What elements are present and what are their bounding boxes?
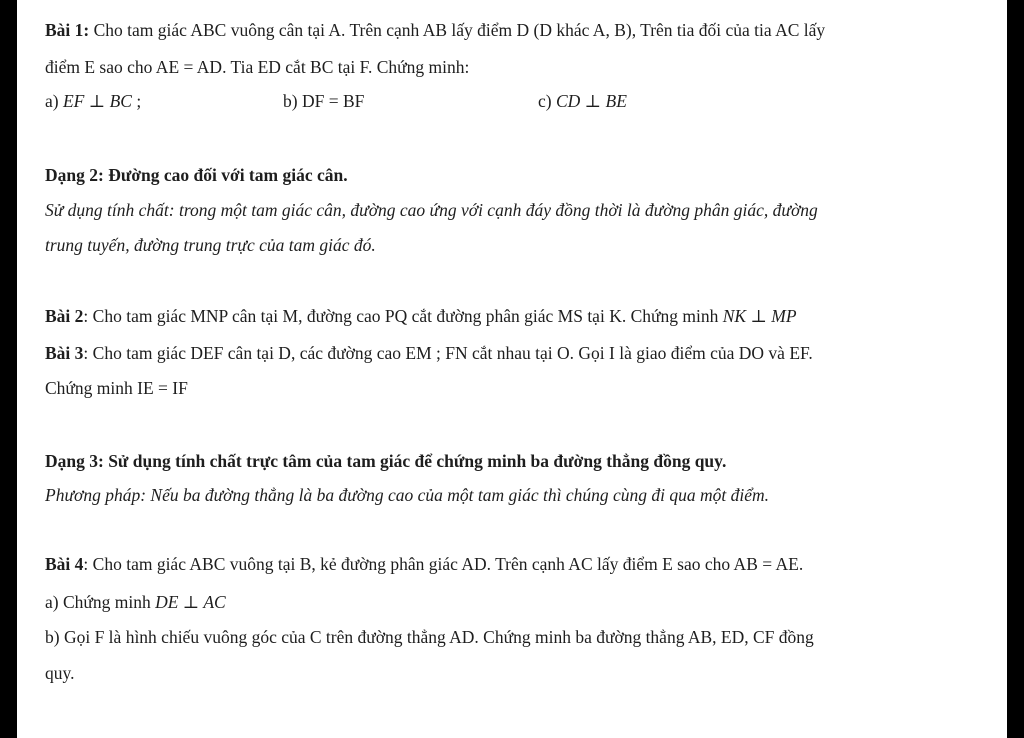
dang2-method-line2: trung tuyến, đường trung trực của tam giác đó. bbox=[45, 235, 376, 255]
bai3-line1 bbox=[45, 342, 813, 364]
bai4-part-b-line1: b) Gọi F là hình chiếu vuông góc của C trên đường thẳng AD. Chứng minh ba đường thẳng AB, ED, CF đồng bbox=[45, 627, 814, 647]
bai2-text: : Cho tam giác MNP cân tại M, đường cao PQ cắt đường phân giác MS tại K. Chứng minh bbox=[83, 306, 723, 326]
bai4-part-b-line2: quy. bbox=[45, 663, 75, 683]
bai4-text-line1: : Cho tam giác ABC vuông tại B, kẻ đường phân giác AD. Trên cạnh AC lấy điểm E sao cho AB = AE. bbox=[83, 554, 804, 574]
bai1-part-a-tail: ; bbox=[131, 91, 142, 111]
bai1-part-a bbox=[45, 91, 141, 112]
bai4-part-a-math: DE ⊥ AC bbox=[155, 592, 226, 612]
bai3-text-line2-math: IE = IF bbox=[137, 378, 188, 398]
bai1-part-b-math: DF = BF bbox=[301, 91, 365, 111]
bai1-text-line2: điểm E sao cho AE = AD. Tia ED cắt BC tại F. Chứng minh: bbox=[45, 57, 470, 77]
bai3-text-line1: : Cho tam giác DEF cân tại D, các đường cao EM ; FN cắt nhau tại O. Gọi I là giao điểm của DO và EF. bbox=[83, 343, 813, 363]
bai3-text-line2-prefix: Chứng minh bbox=[45, 378, 138, 398]
bai1-label: Bài 1: bbox=[45, 20, 90, 40]
bai3-label: Bài 3 bbox=[45, 343, 84, 363]
bai4-line1 bbox=[45, 553, 803, 575]
bai1-part-c bbox=[538, 91, 627, 112]
dang2-heading: Dạng 2: Đường cao đối với tam giác cân. bbox=[45, 165, 348, 185]
bai1-part-a-math: EF ⊥ BC bbox=[62, 91, 132, 111]
bai1-part-c-math: CD ⊥ BE bbox=[555, 91, 627, 111]
bai2-label: Bài 2 bbox=[45, 306, 84, 326]
bai4-part-a bbox=[45, 591, 226, 613]
dang3-method-line: Phương pháp: Nếu ba đường thẳng là ba đường cao của một tam giác thì chúng cùng đi qua một điểm. bbox=[45, 485, 770, 505]
dang3-heading: Dạng 3: Sử dụng tính chất trực tâm của tam giác để chứng minh ba đường thẳng đồng quy. bbox=[45, 451, 727, 471]
bai1-text-line1: Cho tam giác ABC vuông cân tại A. Trên cạnh AB lấy điểm D (D khác A, B), Trên tia đối của tia AC lấy bbox=[89, 20, 826, 40]
dang2-method-line1: Sử dụng tính chất: trong một tam giác cân, đường cao ứng với cạnh đáy đồng thời là đường phân giác, đường bbox=[45, 200, 818, 220]
document-page bbox=[17, 0, 1007, 738]
bai3-line2 bbox=[45, 377, 188, 399]
bai4-part-a-prefix: a) Chứng minh bbox=[45, 592, 156, 612]
bai1-parts bbox=[45, 91, 945, 113]
bai1-part-c-label: c) bbox=[538, 91, 556, 111]
bai1-part-a-label: a) bbox=[45, 91, 63, 111]
bai1-part-b-label: b) bbox=[283, 91, 302, 111]
bai2-math: NK ⊥ MP bbox=[722, 306, 797, 326]
bai2-line bbox=[45, 305, 797, 327]
bai4-label: Bài 4 bbox=[45, 554, 84, 574]
bai1-line1 bbox=[45, 19, 825, 41]
bai1-part-b bbox=[283, 91, 364, 112]
